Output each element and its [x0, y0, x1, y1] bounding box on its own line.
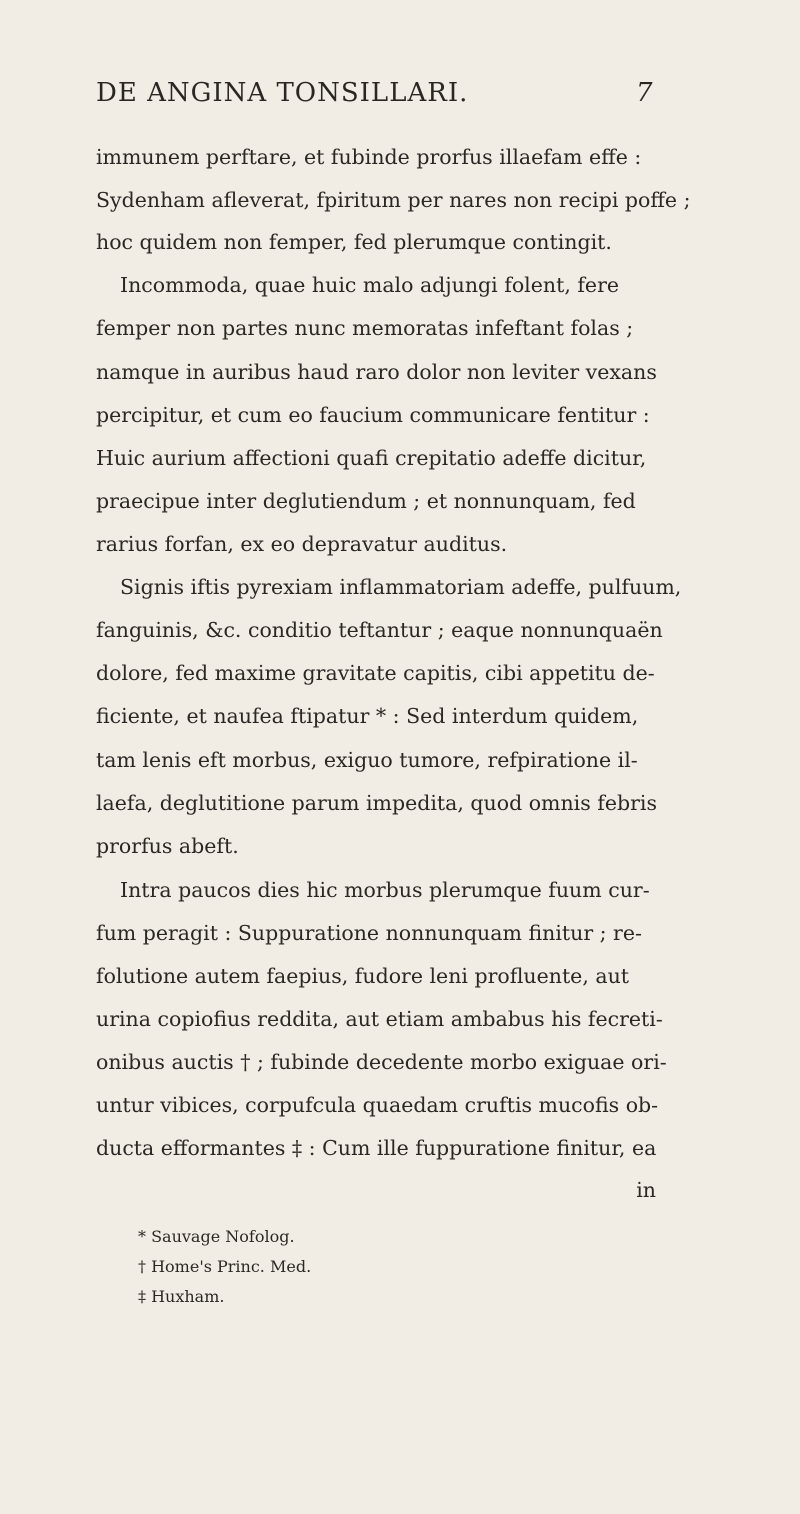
body-line-16: laefa, deglutitione parum impedita, quod omnis febris — [96, 791, 657, 815]
body-line-3: hoc quidem non femper, fed plerumque contingit. — [96, 230, 612, 254]
body-line-18: Intra paucos dies hic morbus plerumque fuum cur- — [120, 878, 650, 902]
body-line-9: praecipue inter deglutiendum ; et nonnunquam, fed — [96, 489, 636, 513]
footnote-2: † Home's Princ. Med. — [138, 1257, 312, 1276]
body-line-21: urina copiofius reddita, aut etiam ambabus his fecreti- — [96, 1007, 663, 1031]
body-line-22: onibus auctis † ; fubinde decedente morbo exiguae ori- — [96, 1050, 667, 1074]
body-line-17: prorfus abeft. — [96, 834, 239, 858]
body-line-24: ducta efformantes ‡ : Cum ille fuppuratione finitur, ea — [96, 1136, 657, 1160]
catchword: in — [636, 1178, 656, 1202]
running-header: DE ANGINA TONSILLARI. — [96, 78, 469, 108]
body-line-19: fum peragit : Suppuratione nonnunquam finitur ; re- — [96, 921, 642, 945]
body-line-11: Signis iftis pyrexiam inflammatoriam adeffe, pulfuum, — [120, 575, 682, 599]
body-line-13: dolore, fed maxime gravitate capitis, cibi appetitu de- — [96, 661, 655, 685]
body-line-14: ficiente, et naufea ftipatur * : Sed interdum quidem, — [96, 704, 639, 728]
body-line-20: folutione autem faepius, fudore leni profluente, aut — [96, 964, 630, 988]
body-line-15: tam lenis eft morbus, exiguo tumore, refpiratione il- — [96, 748, 638, 772]
footnote-1: * Sauvage Nofolog. — [138, 1227, 295, 1246]
body-line-10: rarius forfan, ex eo depravatur auditus. — [96, 532, 508, 556]
body-line-23: untur vibices, corpufcula quaedam cruftis mucofis ob- — [96, 1093, 659, 1117]
body-line-4: Incommoda, quae huic malo adjungi folent, fere — [120, 273, 619, 297]
footnote-3: ‡ Huxham. — [138, 1287, 225, 1306]
body-line-12: fanguinis, &c. conditio teftantur ; eaque nonnunquaën — [96, 618, 663, 642]
body-line-7: percipitur, et cum eo faucium communicare fentitur : — [96, 403, 650, 427]
page-number: 7 — [636, 78, 653, 108]
body-line-8: Huic aurium affectioni quafi crepitatio adeffe dicitur, — [96, 446, 647, 470]
body-line-2: Sydenham afleverat, fpiritum per nares non recipi poffe ; — [96, 188, 691, 212]
body-line-1: immunem perftare, et fubinde prorfus illaefam effe : — [96, 145, 642, 169]
body-line-5: femper non partes nunc memoratas infeftant folas ; — [96, 316, 634, 340]
body-line-6: namque in auribus haud raro dolor non leviter vexans — [96, 360, 657, 384]
